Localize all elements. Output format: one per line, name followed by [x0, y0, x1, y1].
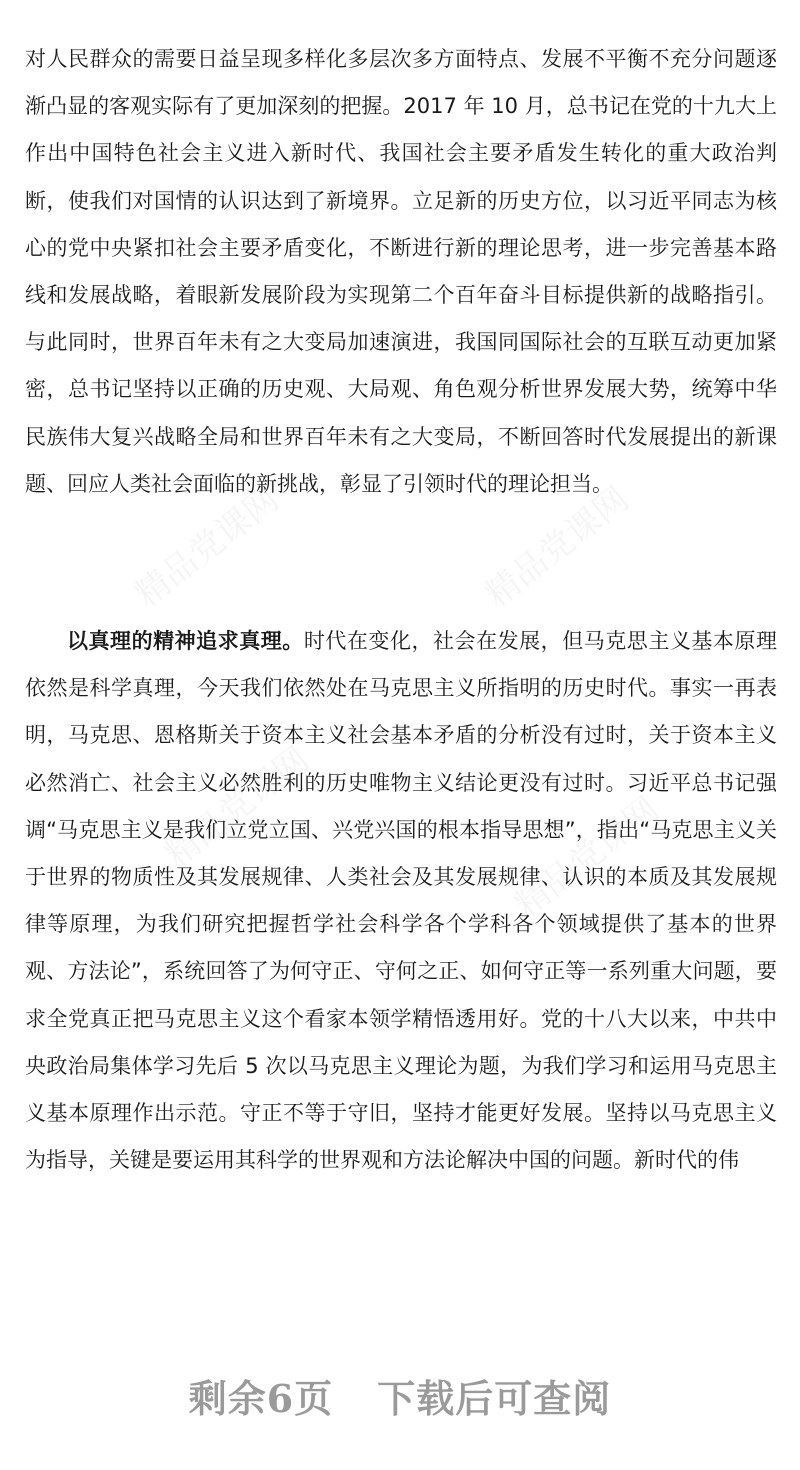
watermark: 精品党课网: [157, 739, 317, 876]
download-to-view-label: 下载后可查阅: [377, 1376, 612, 1421]
download-prompt-banner[interactable]: [0, 1368, 800, 1423]
watermark: 精品党课网: [477, 479, 637, 616]
remaining-pages-label: 剩余6页: [188, 1376, 334, 1421]
paragraph-lead-heading: 以真理的精神追求真理。: [67, 629, 304, 653]
body-paragraph-1: 对人民群众的需要日益呈现多样化多层次多方面特点、发展不平衡不充分问题逐渐凸显的客观实际有了更加深刻的把握。2017 年 10 月，总书记在党的十九大上作出中国特色社会主义进入新时代、我国社会主要矛盾发生转化的重大政治判断，使我们对国情的认识达到了新境界。立足新的历史方位，以习近平同志为核心的党中央紧扣社会主要矛盾变化，不断进行新的理论思考，进一步完善基本路线和发展战略，着眼新发展阶段为实现第二个百年奋斗目标提供新的战略指引。与此同时，世界百年未有之大变局加速演进，我国同国际社会的互联互动更加紧密，总书记坚持以正确的历史观、大局观、角色观分析世界发展大势，统筹中华民族伟大复兴战略全局和世界百年未有之大变局，不断回答时代发展提出的新课题、回应人类社会面临的新挑战，彰显了引领时代的理论担当。: [25, 47, 777, 496]
paragraph-2-text: 时代在变化，社会在发展，但马克思主义基本原理依然是科学真理，今天我们依然处在马克思主义所指明的历史时代。事实一再表明，马克思、恩格斯关于资本主义社会基本矛盾的分析没有过时，关于资本主义必然消亡、社会主义必然胜利的历史唯物主义结论更没有过时。习近平总书记强调“马克思主义是我们立党立国、兴党兴国的根本指导思想”，指出“马克思主义关于世界的物质性及其发展规律、人类社会及其发展规律、认识的本质及其发展规律等原理，为我们研究把握哲学社会科学各个学科各个领域提供了基本的世界观、方法论”，系统回答了为何守正、守何之正、如何守正等一系列重大问题，要求全党真正把马克思主义这个看家本领学精悟透用好。党的十八大以来，中共中央政治局集体学习先后 5 次以马克思主义理论为题，为我们学习和运用马克思主义基本原理作出示范。守正不等于守旧，坚持才能更好发展。坚持以马克思主义为指导，关键是要运用其科学的世界观和方法论解决中国的问题。新时代的伟: [25, 629, 777, 1173]
watermark: 精品党课网: [507, 789, 667, 926]
body-paragraph-2: [25, 618, 777, 1184]
watermark: 精品党课网: [127, 479, 287, 616]
